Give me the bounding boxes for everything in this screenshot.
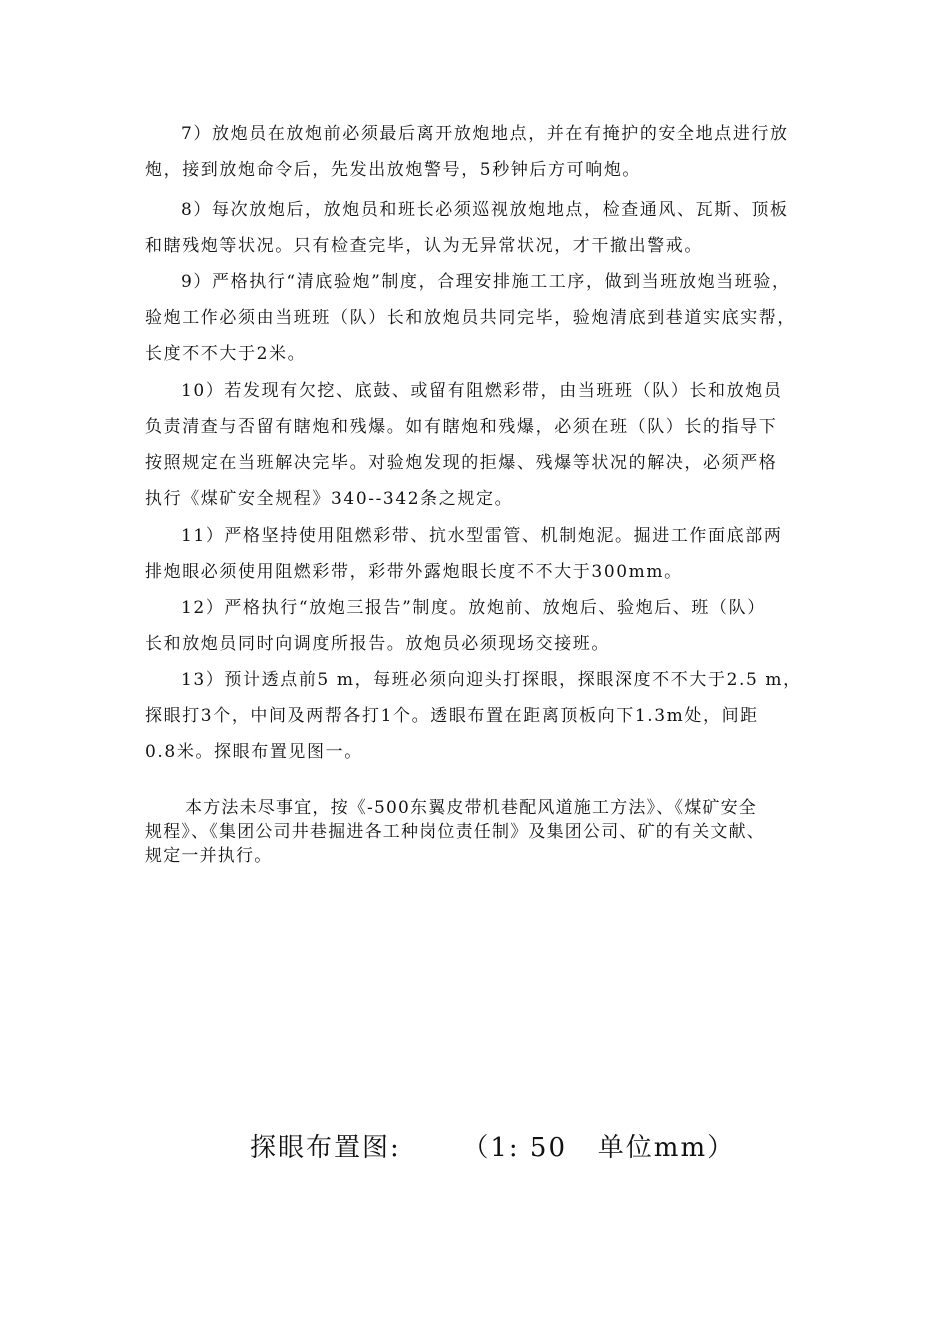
paragraph-10 (145, 373, 825, 517)
text-line: 按照规定在当班解决完毕。对验炮发现的拒爆、残爆等状况的解决，必须严格 (145, 453, 778, 473)
text-line: 炮，接到放炮命令后，先发出放炮警号，5秒钟后方可响炮。 (145, 160, 642, 180)
text-line: 本方法未尽事宜，按《-500东翼皮带机巷配风道施工方法》、《煤矿安全 (185, 798, 757, 818)
figure-title: 探眼布置图: （1: 50 单位mm） (250, 1133, 736, 1163)
paragraph-12 (145, 590, 825, 662)
text-line: 长度不不大于2米。 (145, 344, 307, 364)
text-line: 9）严格执行“清底验炮”制度，合理安排施工工序，做到当班放炮当班验， (181, 272, 791, 292)
text-line: 12）严格执行“放炮三报告”制度。放炮前、放炮后、验炮后、班（队） (181, 598, 766, 618)
text-line: 和瞎残炮等状况。只有检查完毕，认为无异常状况，才干撤出警戒。 (145, 236, 703, 256)
paragraph-11 (145, 518, 825, 590)
text-line: 7）放炮员在放炮前必须最后离开放炮地点，并在有掩护的安全地点进行放 (181, 124, 789, 144)
paragraph-7 (145, 116, 825, 188)
text-line: 8）每次放炮后，放炮员和班长必须巡视放炮地点，检查通风、瓦斯、顶板 (181, 200, 789, 220)
text-line: 11）严格坚持使用阻燃彩带、抗水型雷管、机制炮泥。掘进工作面底部两 (181, 526, 783, 546)
text-line: 0.8米。探眼布置见图一。 (145, 742, 363, 762)
closing-paragraph (145, 796, 825, 868)
text-line: 排炮眼必须使用阻燃彩带，彩带外露炮眼长度不不大于300mm。 (145, 562, 683, 582)
text-line: 长和放炮员同时向调度所报告。放炮员必须现场交接班。 (145, 634, 610, 654)
text-line: 执行《煤矿安全规程》340--342条之规定。 (145, 489, 514, 509)
text-line: 10）若发现有欠挖、底鼓、或留有阻燃彩带，由当班班（队）长和放炮员 (181, 381, 783, 401)
paragraph-9 (145, 264, 825, 372)
paragraph-13 (145, 662, 825, 770)
text-line: 验炮工作必须由当班班（队）长和放炮员共同完毕，验炮清底到巷道实底实帮， (145, 308, 796, 328)
text-line: 规定一并执行。 (145, 846, 273, 866)
text-line: 探眼打3个，中间及两帮各打1个。透眼布置在距离顶板向下1.3m处，间距 (145, 706, 759, 726)
text-line: 规程》、《集团公司井巷掘进各工种岗位责任制》及集团公司、矿的有关文献、 (145, 822, 765, 842)
text-line: 13）预计透点前5 m，每班必须向迎头打探眼，探眼深度不不大于2.5 m， (181, 670, 802, 690)
paragraph-8 (145, 192, 825, 264)
text-line: 负责清查与否留有瞎炮和残爆。如有瞎炮和残爆，必须在班（队）长的指导下 (145, 417, 778, 437)
